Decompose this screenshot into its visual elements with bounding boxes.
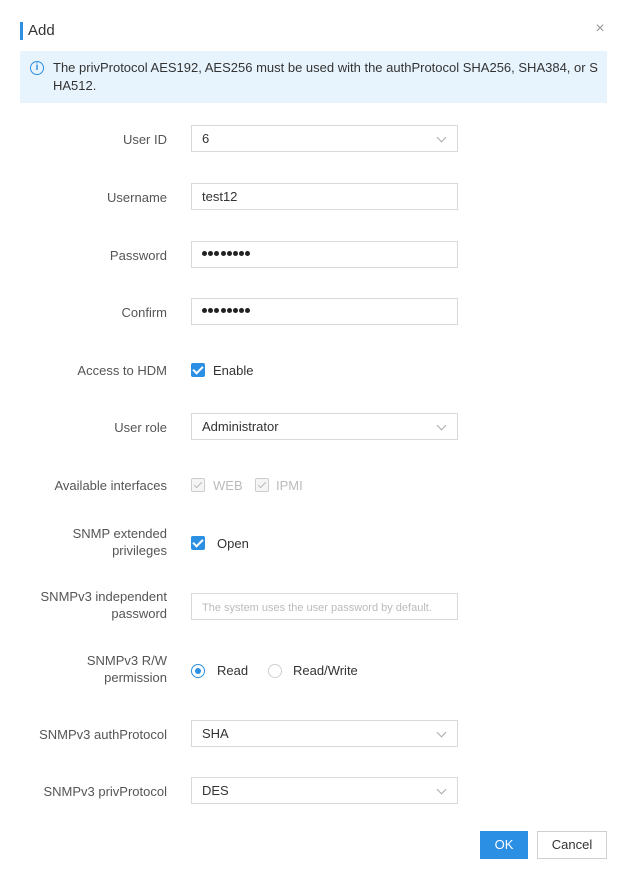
- password-dot: [208, 308, 213, 313]
- snmpv3-auth-value: SHA: [202, 726, 229, 741]
- snmpv3-rw-label: [17, 652, 167, 686]
- dialog-title: Add: [28, 22, 55, 39]
- available-interfaces-label: Available interfaces: [54, 478, 167, 493]
- password-label: Password: [109, 248, 167, 263]
- read-write-radio-label: Read/Write: [293, 663, 358, 678]
- password-field[interactable]: [191, 241, 458, 268]
- user-id-select[interactable]: [191, 125, 458, 152]
- confirm-password-field[interactable]: [191, 298, 458, 325]
- password-dot: [221, 251, 226, 256]
- read-radio-label: Read: [217, 663, 249, 678]
- snmpv3-password-label: [17, 588, 167, 622]
- password-dot: [202, 308, 207, 313]
- password-dot: [233, 308, 238, 313]
- password-dot: [214, 251, 219, 256]
- cancel-button[interactable]: Cancel: [537, 831, 607, 859]
- access-hdm-label: Access to HDM: [77, 363, 167, 378]
- password-dot: [239, 251, 244, 256]
- close-icon[interactable]: ×: [595, 20, 605, 37]
- username-value: test12: [202, 189, 238, 204]
- snmpv3-priv-value: DES: [202, 783, 229, 798]
- snmpv3-priv-select[interactable]: [191, 777, 458, 804]
- password-dot: [227, 251, 232, 256]
- snmpv3-password-label-line1: SNMPv3 independent: [40, 589, 167, 604]
- ipmi-interface-label: IPMI: [276, 478, 303, 493]
- password-dot: [239, 308, 244, 313]
- snmpv3-rw-label-line1: SNMPv3 R/W: [86, 653, 167, 668]
- snmpv3-password-label-line2: password: [111, 606, 167, 621]
- chevron-down-icon: [437, 133, 447, 143]
- info-notice: [20, 51, 607, 103]
- username-field[interactable]: [191, 183, 458, 210]
- web-interface-checkbox: [191, 478, 205, 492]
- title-accent-bar: [20, 22, 23, 40]
- read-radio[interactable]: [191, 664, 205, 678]
- snmpv3-auth-label: SNMPv3 authProtocol: [39, 727, 167, 742]
- read-write-radio[interactable]: [268, 664, 282, 678]
- snmp-extended-option-label: Open: [217, 536, 249, 551]
- password-dot: [233, 251, 238, 256]
- info-icon: i: [30, 61, 44, 75]
- user-id-label: User ID: [122, 132, 167, 147]
- user-role-label: User role: [114, 420, 167, 435]
- user-id-value: 6: [202, 131, 210, 146]
- confirm-mask: [202, 308, 252, 316]
- user-role-value: Administrator: [202, 419, 279, 434]
- access-hdm-option-label: Enable: [213, 363, 254, 378]
- password-dot: [221, 308, 226, 313]
- password-dot: [245, 308, 250, 313]
- password-dot: [202, 251, 207, 256]
- snmpv3-password-field[interactable]: [191, 593, 458, 620]
- access-hdm-checkbox[interactable]: [191, 363, 205, 377]
- password-dot: [208, 251, 213, 256]
- password-mask: [202, 251, 252, 259]
- password-dot: [227, 308, 232, 313]
- snmpv3-auth-select[interactable]: [191, 720, 458, 747]
- chevron-down-icon: [437, 421, 447, 431]
- user-role-select[interactable]: [191, 413, 458, 440]
- snmpv3-rw-label-line2: permission: [104, 670, 167, 685]
- ok-button[interactable]: OK: [480, 831, 528, 859]
- username-label: Username: [107, 190, 167, 205]
- password-dot: [214, 308, 219, 313]
- web-interface-label: WEB: [213, 478, 243, 493]
- snmp-extended-label-line1: SNMP extended: [72, 526, 167, 541]
- snmp-extended-checkbox[interactable]: [191, 536, 205, 550]
- snmp-extended-label: [17, 525, 167, 559]
- snmpv3-password-input[interactable]: [202, 594, 442, 618]
- snmpv3-priv-label: SNMPv3 privProtocol: [43, 784, 167, 799]
- snmp-extended-label-line2: privileges: [112, 543, 167, 558]
- confirm-label: Confirm: [121, 305, 167, 320]
- notice-text: The privProtocol AES192, AES256 must be used with the authProtocol SHA256, SHA384, or SHA512.: [53, 60, 598, 93]
- chevron-down-icon: [437, 728, 447, 738]
- password-dot: [245, 251, 250, 256]
- chevron-down-icon: [437, 785, 447, 795]
- ipmi-interface-checkbox: [255, 478, 269, 492]
